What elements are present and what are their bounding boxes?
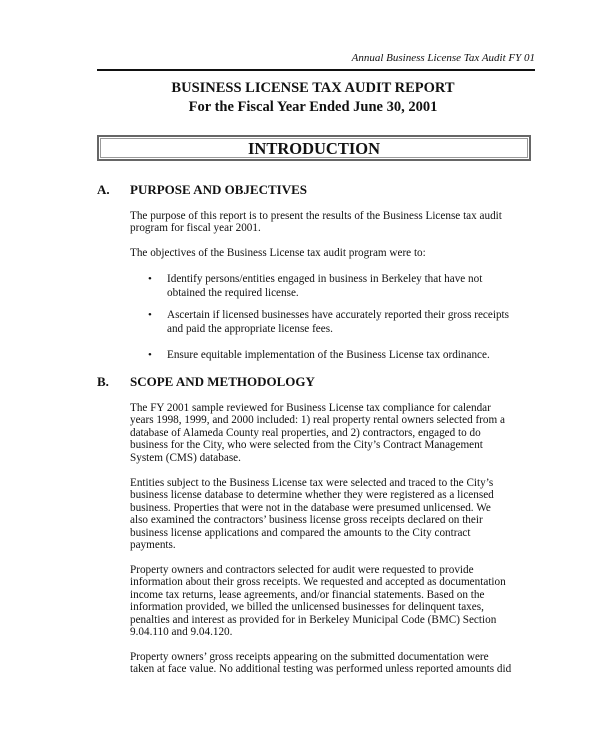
paragraph-line: The FY 2001 sample reviewed for Business License tax compliance for calendar — [130, 402, 491, 414]
paragraph-line: database of Alameda County real properties, and 2) contractors, engaged to do — [130, 426, 481, 439]
section-letter: A. — [97, 182, 110, 197]
bullet-line: and paid the appropriate license fees. — [167, 323, 333, 335]
report-subtitle: For the Fiscal Year Ended June 30, 2001 — [188, 99, 438, 115]
section-heading: SCOPE AND METHODOLOGY — [130, 374, 315, 389]
paragraph-line: payments. — [130, 539, 176, 552]
bullet-line: obtained the required license. — [167, 287, 299, 299]
paragraph-line: The purpose of this report is to present the results of the Business License tax audit — [130, 210, 502, 222]
paragraph-line: also examined the contractors’ business license gross receipts declared on their — [130, 514, 483, 527]
bullet-icon: • — [148, 349, 152, 361]
paragraph-line: years 1998, 1999, and 2000 included: 1) real property rental owners selected from a — [130, 414, 505, 427]
paragraph-line: The objectives of the Business License tax audit program were to: — [130, 247, 426, 259]
paragraph-line: Property owners’ gross receipts appearing on the submitted documentation were — [130, 651, 489, 663]
paragraph-line: Property owners and contractors selected for audit were requested to provide — [130, 564, 474, 576]
running-header: Annual Business License Tax Audit FY 01 — [351, 52, 535, 64]
paragraph-line: information about their gross receipts. We requested and accepted as documentation — [130, 576, 506, 589]
section-heading: PURPOSE AND OBJECTIVES — [130, 182, 307, 197]
report-title: BUSINESS LICENSE TAX AUDIT REPORT — [171, 80, 455, 96]
header-rule — [97, 69, 535, 71]
paragraph-line: program for fiscal year 2001. — [130, 222, 261, 235]
paragraph-line: 9.04.110 and 9.04.120. — [130, 626, 233, 639]
paragraph-line: business license database to determine whether they were registered as a licensed — [130, 489, 494, 502]
paragraph-line: business. Properties that were not in the database were presumed unlicensed. We — [130, 501, 491, 514]
bullet-line: Ascertain if licensed businesses have accurately reported their gross receipts — [167, 309, 510, 321]
section-title-box: INTRODUCTION — [97, 135, 531, 161]
section-letter: B. — [97, 374, 109, 389]
paragraph-line: business license applications and compared the amounts to the City contract — [130, 526, 471, 539]
paragraph-line: income tax returns, lease agreements, and/or financial statements. Based on the — [130, 588, 485, 601]
paragraph-line: Entities subject to the Business License tax were selected and traced to the City’s — [130, 477, 494, 489]
bullet-icon: • — [148, 273, 152, 285]
bullet-line: Identify persons/entities engaged in business in Berkeley that have not — [167, 273, 483, 285]
paragraph-line: taken at face value. No additional testing was performed unless reported amounts did — [130, 663, 512, 676]
paragraph-line: information provided, we billed the unlicensed businesses for delinquent taxes, — [130, 601, 484, 614]
bullet-line: Ensure equitable implementation of the Business License tax ordinance. — [167, 349, 490, 361]
paragraph-line: penalties and interest as provided for in Berkeley Municipal Code (BMC) Section — [130, 613, 497, 626]
paragraph-line: business for the City, who were selected from the City’s Contract Management — [130, 439, 483, 452]
bullet-icon: • — [148, 309, 152, 321]
paragraph-line: System (CMS) database. — [130, 451, 241, 464]
